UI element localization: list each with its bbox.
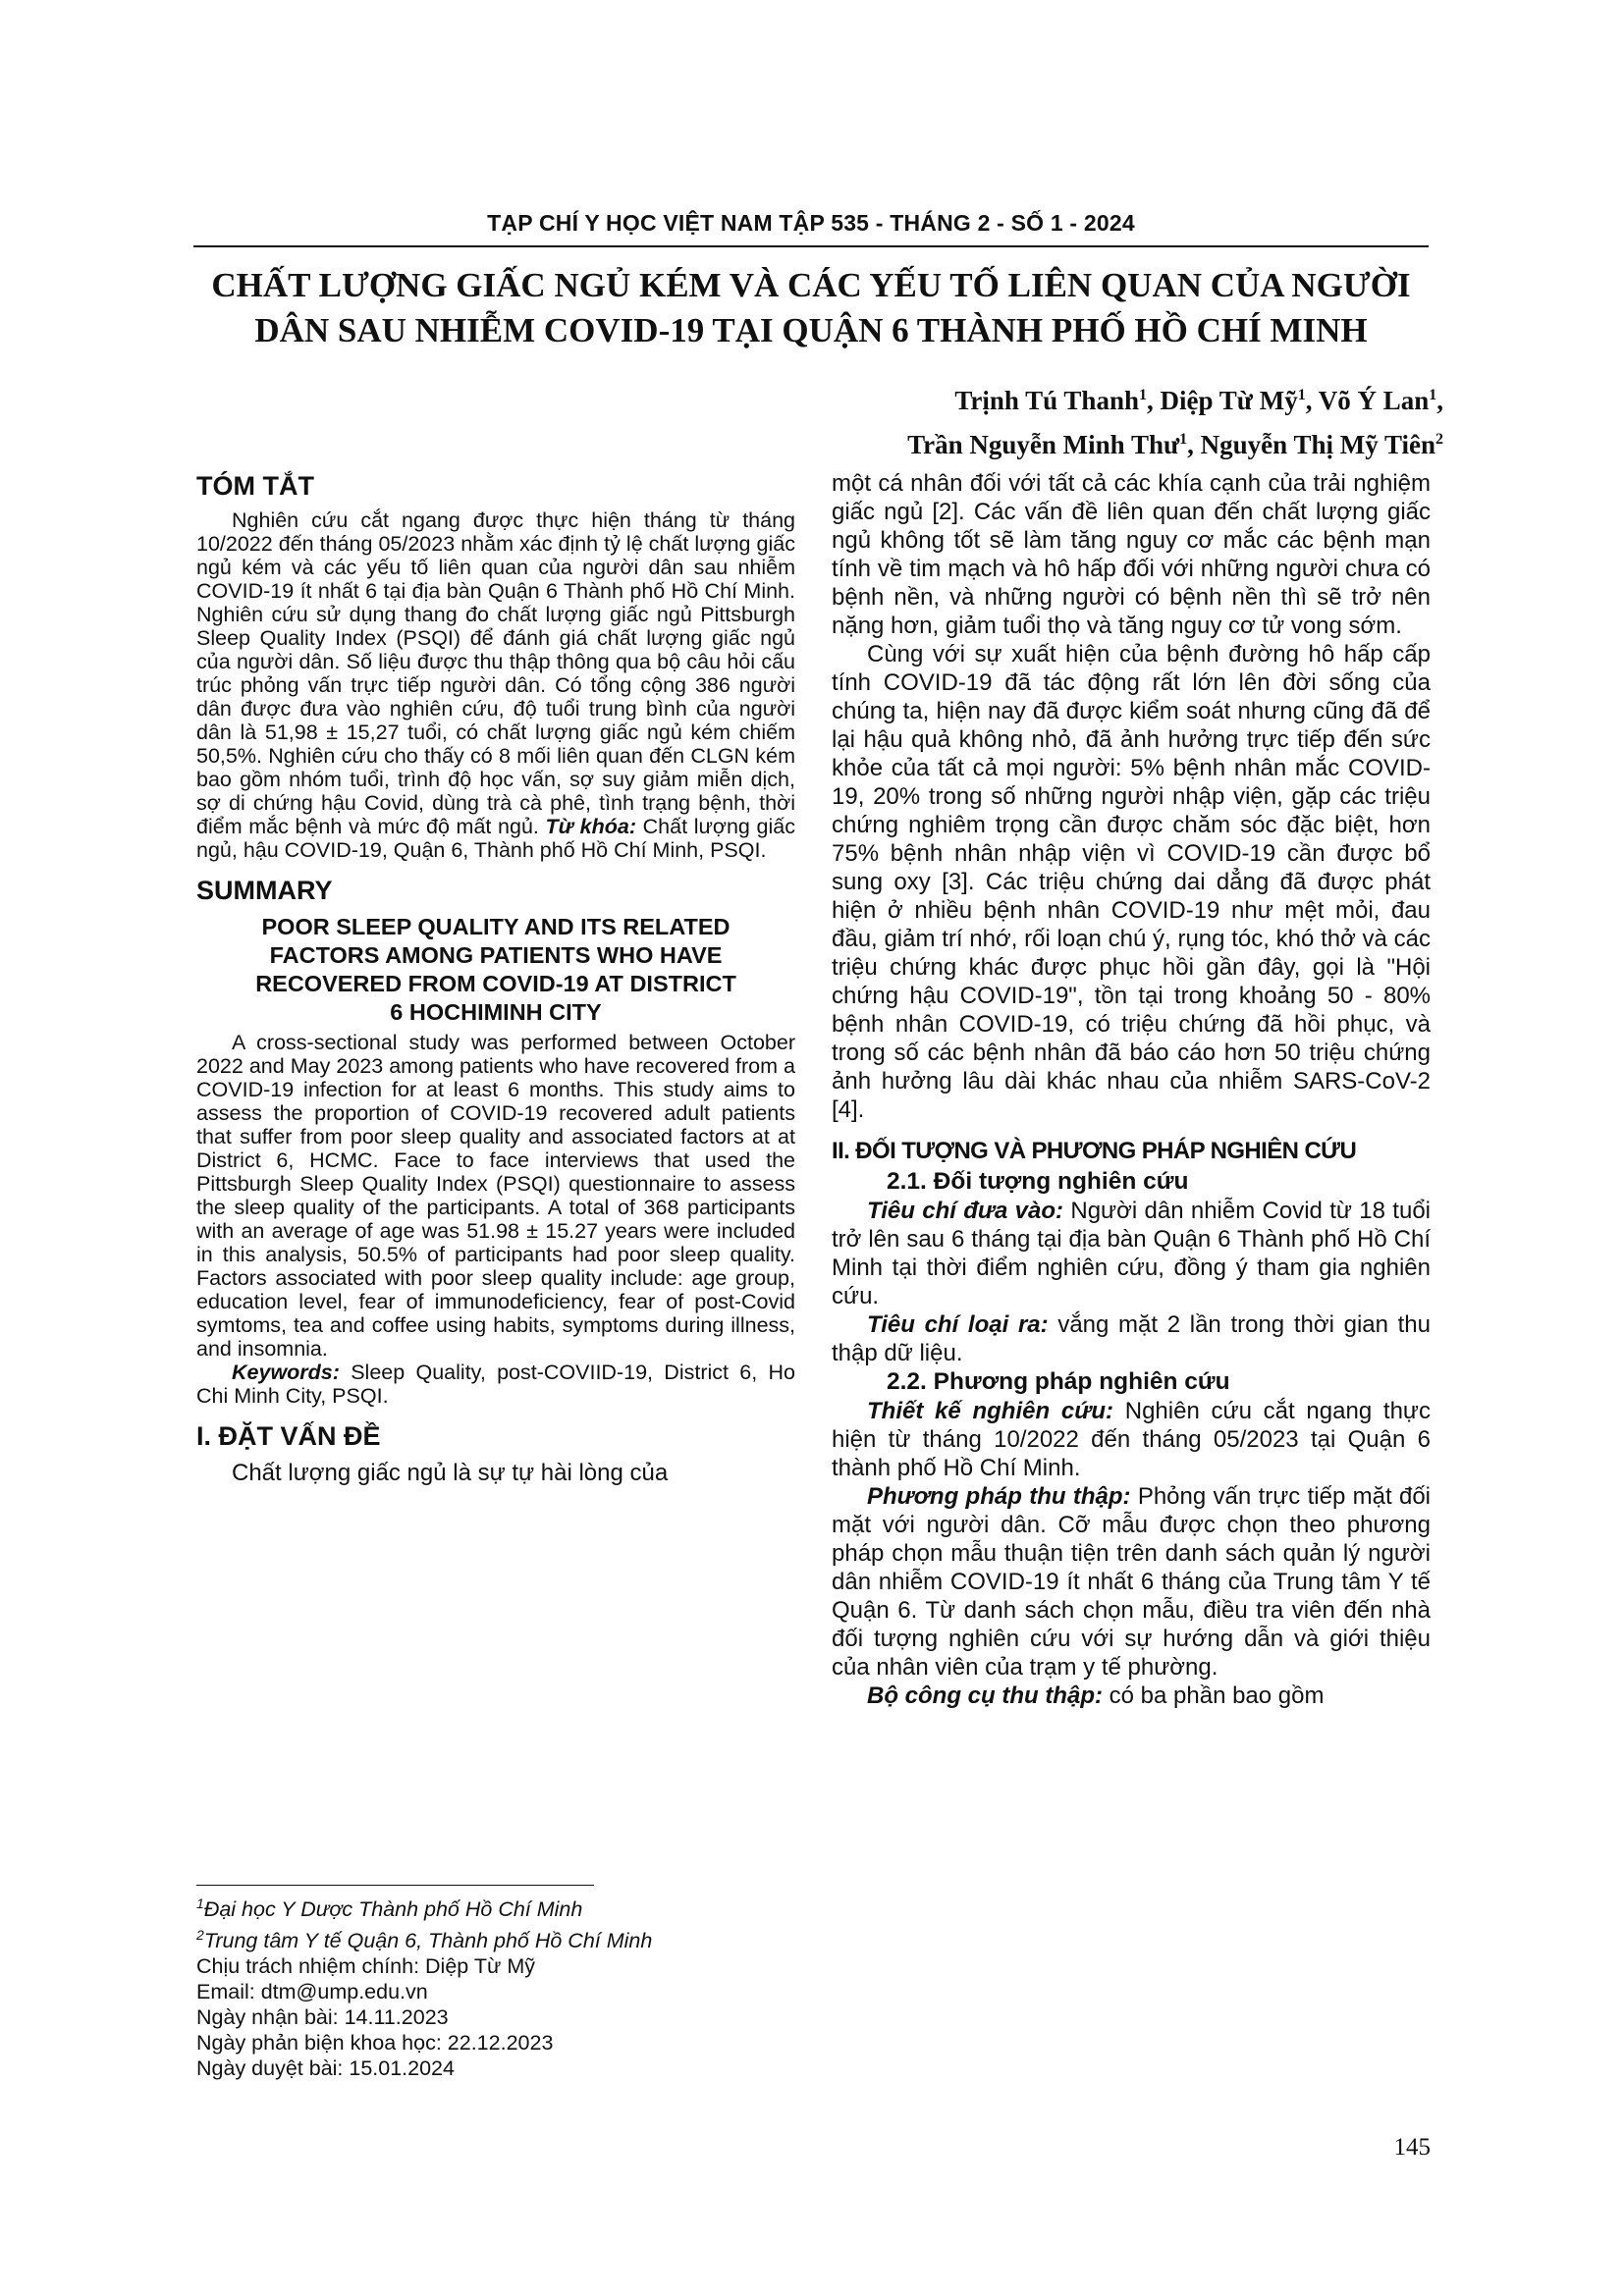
author-name: Trịnh Tú Thanh [954,386,1139,415]
summary-title-line: 6 HOCHIMINH CITY [390,999,602,1025]
keywords-en-label: Keywords: [232,1361,340,1384]
journal-header: TẠP CHÍ Y HỌC VIỆT NAM TẬP 535 - THÁNG 2 - SỐ 1 - 2024 [487,210,1135,236]
header-rule [193,245,1429,247]
email: Email: dtm@ump.edu.vn [196,1980,428,2004]
collection-label: Phương pháp thu thập: [867,1483,1131,1510]
affiliation-text: Đại học Y Dược Thành phố Hồ Chí Minh [203,1897,583,1922]
design-text: Nghiên cứu cắt ngang thực hiện từ tháng 10/2022 đến tháng 05/2023 tại Quận 6 thành phố Hồ Chí Minh. [832,1398,1431,1481]
affiliation-text: Trung tâm Y tế Quận 6, Thành phố Hồ Chí Minh [203,1929,653,1953]
author-affiliation: 1 [1429,387,1437,403]
exclusion-criteria [832,1310,1431,1367]
section1-intro: Chất lượng giấc ngủ là sự tự hài lòng của [232,1460,669,1486]
keywords-vi: Chất lượng giấc ngủ, hậu COVID-19, Quận 6, Thành phố Hồ Chí Minh, PSQI. [196,815,795,862]
exclusion-label: Tiêu chí loại ra: [867,1311,1049,1338]
section1-para2: Cùng với sự xuất hiện của bệnh đường hô hấp cấp tính COVID-19 đã tác động rất lớn lên đời sống của chúng ta, hiện nay đã được kiểm soát nhưng cũng đã để lại hậu quả không nhỏ, đã ảnh hưởng trực tiếp đến sức khỏe của tất cả mọi người: 5% bệnh nhân mắc COVID-19, 20% trong số những người nhập viện, gặp các triệu chứng nghiêm trọng cần được chăm sóc đặc biệt, hơn 75% bệnh nhân nhập viện vì COVID-19 cần được bổ sung oxy [3]. Các triệu chứng dai dẳng đã được phát hiện ở nhiều bệnh nhân COVID-19 như mệt mỏi, đau đầu, giảm trí nhớ, rối loạn chú ý, rụng tóc, khó thở và các triệu chứng khác được phục hồi gần đây, gọi là "Hội chứng hậu COVID-19", tồn tại trong khoảng 50 - 80% bệnh nhân COVID-19, có triệu chứng đã hồi phục, và trong số các bệnh nhân đã báo cáo hơn 50 triệu chứng ảnh hưởng lâu dài khác nhau của nhiễm SARS-CoV-2 [4]. [832,641,1431,1123]
date-accepted: Ngày duyệt bài: 15.01.2024 [196,2056,455,2081]
tools-label: Bộ công cụ thu thập: [867,1682,1103,1709]
summary-body: A cross-sectional study was performed between October 2022 and May 2023 among patients who have recovered from a COVID-19 infection for at least 6 months. This study aims to assess the proportion of COVID-19 recovered adult patients that suffer from poor sleep quality and associated factors at at District 6, HCMC. Face to face interviews that used the Pittsburgh Sleep Quality Index (PSQI) questionnaire to assess the sleep quality of the participants. A total of 368 participants with an average of age was 51.98 ± 15.27 years were included in this analysis, 50.5% of participants had poor sleep quality. Factors associated with poor sleep quality include: age group, education level, fear of immunodeficiency, fear of post-Covid symtoms, tea and coffee using habits, symptoms during illness, and insomnia. [196,1031,795,1361]
design-label: Thiết kế nghiên cứu: [867,1398,1114,1424]
author-name: Nguyễn Thị Mỹ Tiên [1200,430,1435,459]
section2-2-heading: 2.2. Phương pháp nghiên cứu [887,1368,1230,1395]
inclusion-criteria [832,1197,1431,1310]
summary-title-line: FACTORS AMONG PATIENTS WHO HAVE [269,942,723,968]
page-number: 145 [1393,2134,1431,2161]
author-name: Trần Nguyễn Minh Thư [907,430,1180,459]
footnotes [196,1891,805,2081]
section2-heading: II. ĐỐI TƯỢNG VÀ PHƯƠNG PHÁP NGHIÊN CỨU [832,1138,1357,1164]
author-separator: , [1436,386,1443,415]
right-column [832,469,1431,1710]
keywords-vi-label: Từ khóa: [545,815,636,838]
section1-continued: một cá nhân đối với tất cả các khía cạnh của trải nghiệm giấc ngủ [2]. Các vấn đề liên quan đến chất lượng giấc ngủ không tốt sẽ làm tăng nguy cơ mắc các bệnh mạn tính về tim mạch và hô hấp đối với những người chưa có bệnh nền, và những người có bệnh nền thì sẽ trở nên nặng hơn, giảm tuổi thọ và tăng nguy cơ tử vong sớm. [832,470,1431,639]
study-design [832,1397,1431,1482]
summary-title-line: POOR SLEEP QUALITY AND ITS RELATED [261,914,731,939]
author-separator: , [1146,386,1161,415]
summary-title-line: RECOVERED FROM COVID-19 AT DISTRICT [255,971,736,996]
abstract-vi-body [196,508,795,862]
left-column [196,469,795,1487]
collection-method [832,1482,1431,1682]
title-line-1: CHẤT LƯỢNG GIẤC NGỦ KÉM VÀ CÁC YẾU TỐ LIÊN QUAN CỦA NGƯỜI [211,266,1411,304]
author-name: Diệp Từ Mỹ [1160,386,1298,415]
section1-heading: I. ĐẶT VẤN ĐỀ [196,1421,381,1451]
summary-title [196,913,795,1027]
keywords-en: Sleep Quality, post-COVIID-19, District 6, Ho Chi Minh City, PSQI. [196,1361,795,1408]
date-reviewed: Ngày phản biện khoa học: 22.12.2023 [196,2031,554,2056]
author-separator: , [1187,430,1201,459]
abstract-vi-text: Nghiên cứu cắt ngang được thực hiện tháng từ tháng 10/2022 đến tháng 05/2023 nhằm xác định tỷ lệ chất lượng giấc ngủ kém và các yếu tố liên quan của người dân sau nhiễm COVID-19 ít nhất 6 tại địa bàn Quận 6 Thành phố Hồ Chí Minh. Nghiên cứu sử dụng thang đo chất lượng giấc ngủ Pittsburgh Sleep Quality Index (PSQI) để đánh giá chất lượng giấc ngủ của người dân. Số liệu được thu thập thông qua bộ câu hỏi cấu trúc phỏng vấn trực tiếp người dân. Có tổng cộng 386 người dân được đưa vào nghiên cứu, độ tuổi trung bình của người dân là 51,98 ± 15,27 tuổi, có chất lượng giấc ngủ kém chiếm 50,5%. Nghiên cứu cho thấy có 8 mối liên quan đến CLGN kém bao gồm nhóm tuổi, trình độ học vấn, sợ suy giảm miễn dịch, sợ di chứng hậu Covid, dùng trà cà phê, tình trạng bệnh, thời điểm mắc bệnh và mức độ mất ngủ. [196,508,795,838]
author-affiliation: 2 [1435,431,1443,448]
author-line-1 [560,376,1443,420]
abstract-vi-heading: TÓM TẮT [196,471,314,501]
affiliation-2 [196,1922,805,1953]
corresponding-author: Chịu trách nhiệm chính: Diệp Từ Mỹ [196,1954,535,1979]
affiliation-number: 1 [196,1896,204,1911]
author-affiliation: 1 [1297,387,1306,403]
article-title [193,263,1429,353]
section2-1-heading: 2.1. Đối tượng nghiên cứu [887,1168,1189,1195]
inclusion-label: Tiêu chí đưa vào: [867,1198,1064,1224]
author-list [560,376,1443,464]
author-separator: , [1305,386,1319,415]
inclusion-text: Người dân nhiễm Covid từ 18 tuổi trở lên sau 6 tháng tại địa bàn Quận 6 Thành phố Hồ Chí Minh tại thời điểm nghiên cứu, đồng ý tham gia nghiên cứu. [832,1198,1431,1309]
collection-text: Phỏng vấn trực tiếp mặt đối mặt với người dân. Cỡ mẫu được chọn theo phương pháp chọn mẫu thuận tiện trên danh sách quản lý người dân nhiễm COVID-19 ít nhất 6 tháng của Trung tâm Y tế Quận 6. Từ danh sách chọn mẫu, điều tra viên đến nhà đối tượng nghiên cứu với sự hướng dẫn và giới thiệu của nhân viên của trạm y tế phường. [832,1483,1431,1681]
title-line-2: DÂN SAU NHIỄM COVID-19 TẠI QUẬN 6 THÀNH PHỐ HỒ CHÍ MINH [254,311,1368,349]
exclusion-text: vắng mặt 2 lần trong thời gian thu thập dữ liệu. [832,1311,1432,1366]
author-name: Võ Ý Lan [1318,386,1430,415]
footnote-rule [196,1885,594,1886]
affiliation-1 [196,1891,805,1922]
author-line-2 [560,420,1443,464]
author-affiliation: 1 [1179,431,1188,448]
summary-heading: SUMMARY [196,876,333,905]
affiliation-number: 2 [196,1927,204,1944]
author-affiliation: 1 [1138,387,1147,403]
summary-keywords [196,1361,795,1408]
date-received: Ngày nhận bài: 14.11.2023 [196,2005,449,2030]
tools-text: có ba phần bao gồm [1109,1682,1325,1709]
collection-tools [832,1682,1431,1710]
